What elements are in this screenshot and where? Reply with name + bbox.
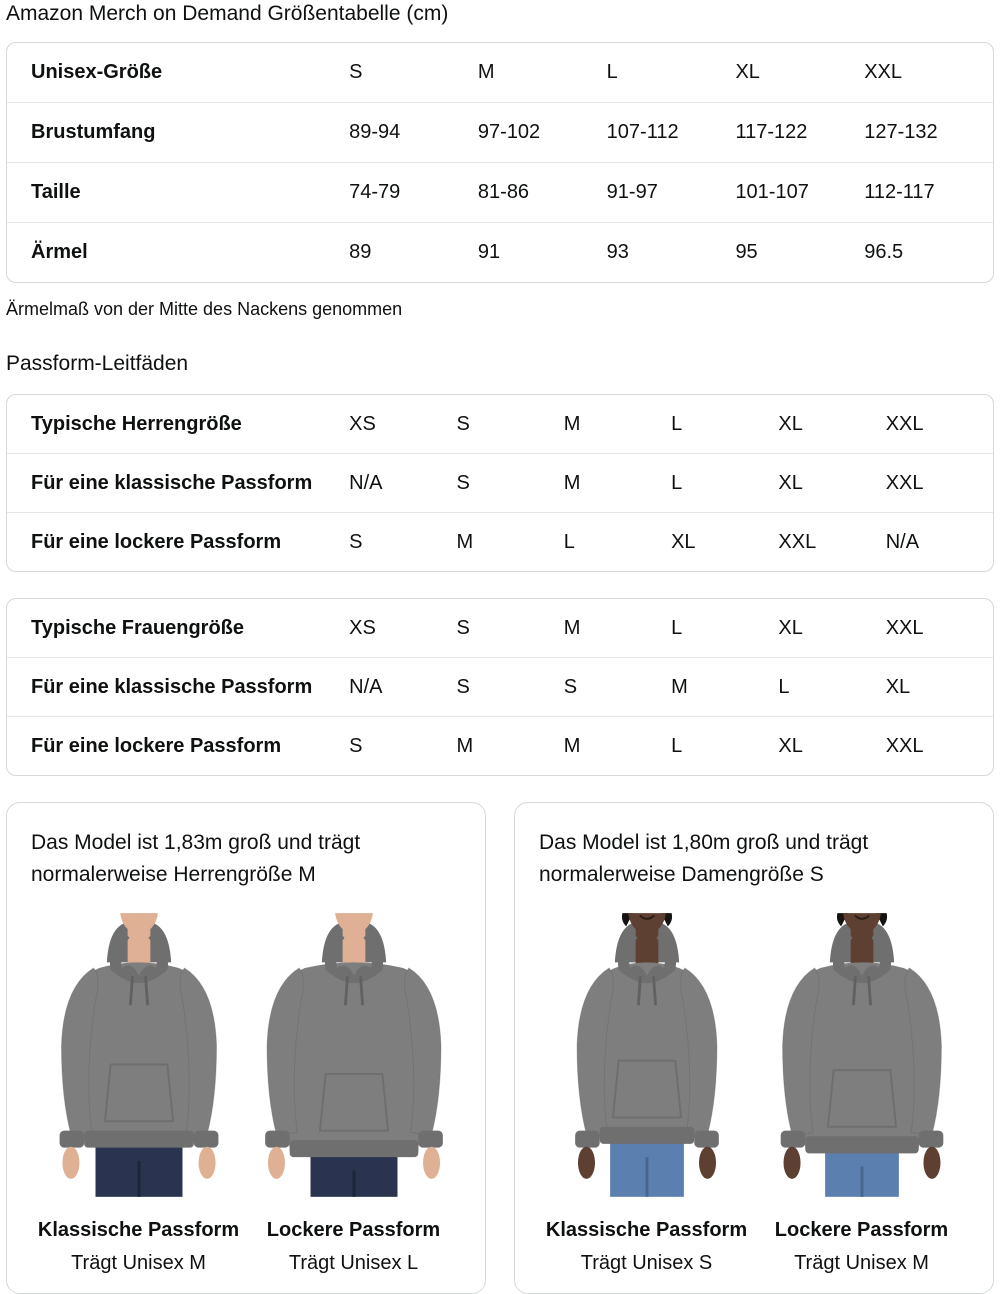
fit-name-label: Lockere Passform — [774, 1219, 949, 1241]
row-label: Ärmel — [31, 241, 88, 263]
cell-value: 89 — [349, 241, 372, 263]
cell-value: L — [671, 616, 683, 639]
cell-value: L — [671, 412, 683, 435]
cell-value: S — [456, 412, 470, 435]
cell-value: S — [563, 675, 578, 698]
mens-fit-table — [6, 394, 994, 572]
cell-value: XL — [778, 471, 803, 494]
table-row — [7, 162, 993, 222]
cell-value: 127-132 — [864, 121, 938, 143]
card-heading: Das Model ist 1,80m groß und trägt normalerweise Damengröße S — [539, 831, 869, 886]
cell-value: 101-107 — [735, 181, 809, 203]
model-photos-row — [31, 905, 461, 1275]
card-heading: Das Model ist 1,83m groß und trägt normalerweise Herrengröße M — [31, 831, 361, 886]
page-title: Amazon Merch on Demand Größentabelle (cm) — [6, 2, 449, 25]
cell-value: M — [477, 61, 495, 83]
cell-value: S — [456, 471, 470, 494]
fit-name-label: Klassische Passform — [37, 1219, 240, 1241]
cell-value: 81-86 — [477, 181, 530, 203]
cell-value: XL — [885, 675, 911, 698]
model-card-women — [514, 802, 994, 1294]
cell-value: XXL — [885, 734, 924, 757]
cell-value: L — [671, 471, 683, 494]
cell-value: 97-102 — [477, 121, 541, 143]
cell-value: 74-79 — [349, 181, 401, 203]
cell-value: L — [671, 734, 683, 757]
model-cards — [6, 802, 994, 1294]
cell-value: M — [671, 675, 688, 698]
fit-size-label: Trägt Unisex S — [580, 1252, 713, 1274]
fit-size-label: Trägt Unisex M — [794, 1252, 929, 1274]
cell-value: S — [349, 61, 363, 83]
fit-name-label: Lockere Passform — [266, 1219, 441, 1241]
cell-value: M — [456, 530, 474, 553]
cell-value: 91 — [477, 241, 501, 263]
model-photo-loose-fit — [246, 905, 461, 1205]
table-row — [7, 657, 993, 716]
model-photo-classic-fit — [31, 905, 246, 1205]
cell-value: M — [456, 734, 474, 757]
table-row — [7, 222, 993, 282]
cell-value: XXL — [864, 61, 903, 83]
model-figure-classic-fit — [539, 905, 754, 1275]
cell-value: N/A — [349, 675, 383, 698]
model-figure-loose-fit — [754, 905, 969, 1275]
cell-value: 91-97 — [606, 181, 658, 203]
cell-value: N/A — [349, 471, 383, 494]
model-figure-loose-fit — [246, 905, 461, 1275]
table-row — [7, 395, 993, 453]
cell-value: 93 — [606, 241, 629, 263]
cell-value: XXL — [778, 530, 817, 553]
fit-size-label: Trägt Unisex M — [71, 1252, 206, 1274]
table-row — [7, 43, 993, 102]
model-photos-row — [539, 905, 969, 1275]
cell-value: L — [778, 675, 790, 698]
cell-value: 95 — [735, 241, 758, 263]
row-label: Taille — [31, 181, 81, 203]
cell-value: XL — [778, 734, 803, 757]
model-photo-classic-fit — [539, 905, 754, 1205]
table-row — [7, 453, 993, 512]
cell-value: XL — [671, 530, 696, 553]
cell-value: 89-94 — [349, 121, 401, 143]
table-row — [7, 102, 993, 162]
sleeve-measure-note: Ärmelmaß von der Mitte des Nackens genommen — [6, 299, 403, 319]
cell-value: 117-122 — [735, 121, 808, 143]
row-label: Typische Herrengröße — [31, 412, 242, 435]
womens-fit-table — [6, 598, 994, 776]
cell-value: M — [563, 471, 581, 494]
cell-value: XL — [778, 616, 803, 639]
cell-value: L — [563, 530, 575, 553]
fit-name-label: Klassische Passform — [545, 1219, 748, 1241]
cell-value: XXL — [885, 616, 924, 639]
cell-value: S — [456, 616, 470, 639]
table-row — [7, 512, 993, 571]
unisex-size-table — [6, 42, 994, 283]
cell-value: XL — [778, 412, 803, 435]
cell-value: M — [563, 412, 581, 435]
table-row — [7, 599, 993, 657]
model-figure-classic-fit — [31, 905, 246, 1275]
cell-value: 107-112 — [606, 121, 679, 143]
cell-value: XL — [735, 61, 760, 83]
cell-value: S — [349, 530, 363, 553]
cell-value: 96.5 — [864, 241, 904, 263]
row-label: Für eine klassische Passform — [31, 471, 313, 494]
row-label: Unisex-Größe — [31, 61, 163, 83]
cell-value: 112-117 — [864, 181, 935, 203]
cell-value: XS — [349, 412, 376, 435]
model-card-men — [6, 802, 486, 1294]
cell-value: M — [563, 734, 581, 757]
cell-value: XS — [349, 616, 376, 639]
model-photo-loose-fit — [754, 905, 969, 1205]
row-label: Für eine lockere Passform — [31, 530, 282, 553]
cell-value: S — [456, 675, 470, 698]
table-row — [7, 716, 993, 775]
cell-value: M — [563, 616, 581, 639]
fit-guides-heading: Passform-Leitfäden — [6, 352, 189, 375]
cell-value: N/A — [885, 530, 920, 553]
row-label: Für eine klassische Passform — [31, 675, 313, 698]
fit-size-label: Trägt Unisex L — [288, 1252, 419, 1274]
row-label: Typische Frauengröße — [31, 616, 245, 639]
row-label: Für eine lockere Passform — [31, 734, 282, 757]
cell-value: XXL — [885, 471, 924, 494]
cell-value: XXL — [885, 412, 924, 435]
row-label: Brustumfang — [31, 121, 156, 143]
cell-value: S — [349, 734, 363, 757]
cell-value: L — [606, 61, 618, 83]
